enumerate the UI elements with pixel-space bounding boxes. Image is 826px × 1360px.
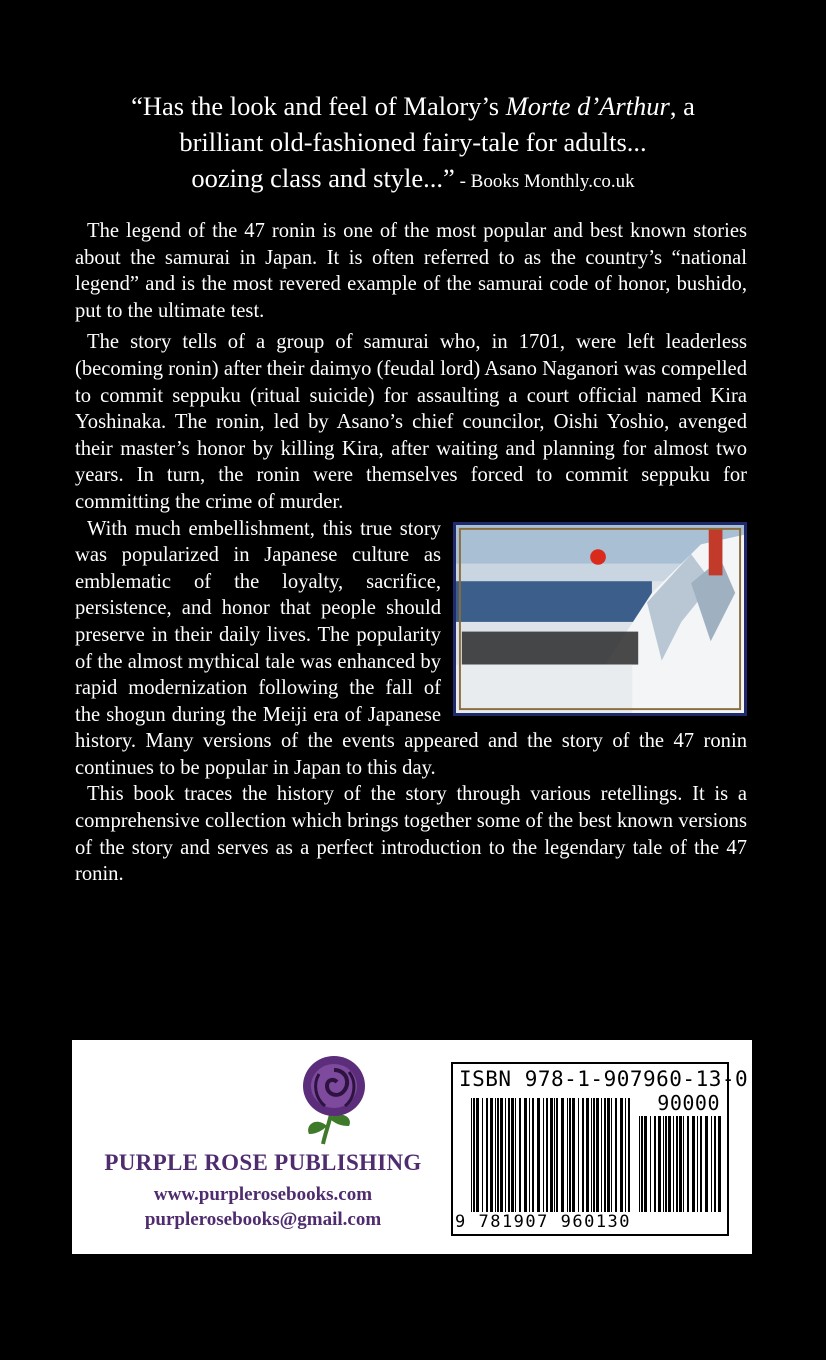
barcode-bar: [596, 1098, 599, 1212]
paragraph: The story tells of a group of samurai who, in 1701, were left leaderless (becoming ronin) after their daimyo (feudal lord) Asano Naganori was compelled to commit seppuku (ritual suicide) for assaulting a court official named Kira Yoshinaka. The ronin, led by Asano’s chief councilor, Oishi Yoshio, avenged their master’s honor by killing Kira, after waiting and planning for almost two years. In turn, the ronin were themselves forced to commit seppuku for committing the crime of murder.: [75, 331, 747, 513]
barcode-bar: [705, 1116, 708, 1212]
barcode-bar: [578, 1098, 579, 1212]
barcode-bar: [593, 1098, 595, 1212]
quote-line-2: brilliant old-fashioned fairy-tale for adults...: [179, 127, 647, 157]
barcode-bar: [495, 1098, 496, 1212]
barcode-bar: [569, 1098, 571, 1212]
barcode-bar: [628, 1098, 630, 1212]
price-code: 90000: [657, 1091, 720, 1115]
quote-line-1: “Has the look and feel of Malory’s Morte d’Arthur, a: [131, 91, 695, 121]
quote-line-3: oozing class and style...” - Books Monthly.co.uk: [191, 163, 635, 193]
barcode-bar: [665, 1116, 667, 1212]
ean-digits: 9 781907 960130: [455, 1212, 632, 1232]
cartouche: [709, 528, 723, 575]
barcode-bar: [611, 1098, 612, 1212]
barcode-bar: [687, 1116, 689, 1212]
barcode-bar: [679, 1116, 682, 1212]
barcode-bar: [546, 1098, 548, 1212]
barcode-bar: [604, 1098, 606, 1212]
barcode-bar: [543, 1098, 544, 1212]
barcode-bar: [620, 1098, 623, 1212]
publisher-panel: [72, 1040, 752, 1254]
publisher-name: PURPLE ROSE PUBLISHING: [104, 1150, 422, 1175]
barcode-bar: [644, 1116, 647, 1212]
barcode-bar: [663, 1116, 664, 1212]
winter-procession-illustration: [456, 525, 744, 713]
barcode-bar: [658, 1116, 661, 1212]
ean-13-bars: [471, 1098, 635, 1212]
barcode-bar: [490, 1098, 493, 1212]
barcode-bar: [641, 1116, 643, 1212]
barcode-bar: [529, 1098, 530, 1212]
red-sun: [590, 549, 606, 565]
barcode-bar: [639, 1116, 640, 1212]
barcode-bar: [486, 1098, 488, 1212]
barcode-bar: [473, 1098, 475, 1212]
barcode-bar: [554, 1098, 555, 1212]
barcode-bar: [511, 1098, 514, 1212]
barcode-bar: [711, 1116, 712, 1212]
barcode-bar: [572, 1098, 575, 1212]
paragraph: The legend of the 47 ronin is one of the most popular and best known stories about the samurai in Japan. It is often referred to as the country’s “national legend” and is the most revered example of the samurai code of honor, bushido, put to the ultimate test.: [75, 220, 747, 322]
barcode-bar: [692, 1116, 695, 1212]
barcode-bar: [673, 1116, 674, 1212]
quote-source: - Books Monthly.co.uk: [454, 171, 635, 192]
barcode-bar: [625, 1098, 626, 1212]
paragraph: With much embellishment, this true story was popularized in Japanese culture as emblematic of the loyalty, sacrifice, persistence, and honor that people should preserve in their daily lives. The popularity of the almost mythical tale was enhanced by rapid modernization following the fall of the shogun during the Meiji era of Japanese history. Many versions of the events appeared and the story of the 47 ronin continues to be popular in Japan to this day.: [75, 517, 747, 779]
barcode-bar: [505, 1098, 506, 1212]
barcode-bar: [601, 1098, 602, 1212]
barcode-bar: [537, 1098, 540, 1212]
ukiyo-e-print-image: [453, 522, 747, 716]
barcode-bar: [567, 1098, 568, 1212]
barcode-bar: [683, 1116, 684, 1212]
barcode-bar: [668, 1116, 671, 1212]
barcode-bar: [532, 1098, 534, 1212]
barcode-bar: [700, 1116, 702, 1212]
publisher-website: www.purplerosebooks.com: [153, 1184, 373, 1205]
review-quote: [60, 88, 766, 200]
barcode-bar: [515, 1098, 516, 1212]
barcode-bar: [550, 1098, 553, 1212]
barcode-bar: [497, 1098, 499, 1212]
barcode-bar: [519, 1098, 521, 1212]
barcode-bar: [718, 1116, 721, 1212]
barcode-bar: [524, 1098, 527, 1212]
barcode-bar: [508, 1098, 510, 1212]
barcode-bar: [654, 1116, 656, 1212]
addon-bars: [639, 1116, 723, 1212]
purple-rose-logo-icon: [289, 1054, 379, 1146]
isbn-number: ISBN 978-1-907960-13-0: [459, 1067, 749, 1091]
barcode-bar: [615, 1098, 617, 1212]
isbn-barcode: [451, 1062, 749, 1236]
blurb: [75, 218, 747, 893]
barcode-bar: [586, 1098, 589, 1212]
barcode-bar: [714, 1116, 716, 1212]
barcode-bar: [676, 1116, 678, 1212]
barcode-bar: [697, 1116, 698, 1212]
barcode-bar: [556, 1098, 558, 1212]
barcode-bar: [482, 1098, 483, 1212]
barcode-bar: [500, 1098, 503, 1212]
paragraph: This book traces the history of the story through various retellings. It is a comprehensive collection which brings together some of the best known versions of the story and serves as a perfect introduction to the legendary tale of the 47 ronin.: [75, 783, 747, 886]
barcode-bar: [471, 1098, 472, 1212]
barcode-bar: [582, 1098, 584, 1212]
barcode-bar: [476, 1098, 479, 1212]
barcode-bar: [607, 1098, 610, 1212]
barcode-bar: [591, 1098, 592, 1212]
publisher-email: purplerosebooks@gmail.com: [144, 1209, 382, 1230]
barcode-bar: [561, 1098, 564, 1212]
barcode-bar: [650, 1116, 651, 1212]
